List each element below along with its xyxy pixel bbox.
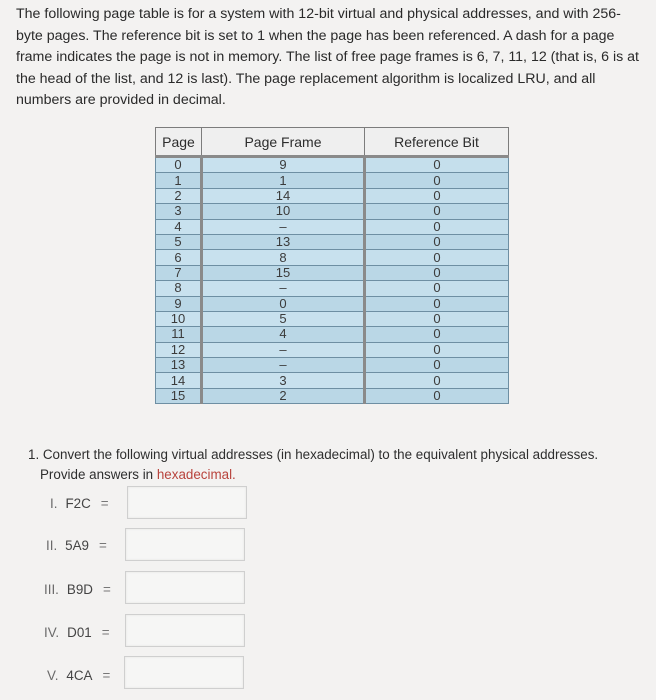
frame-cell: – <box>202 219 365 234</box>
answer-input-2[interactable] <box>125 528 245 561</box>
page-cell: 11 <box>156 327 202 342</box>
page-cell: 2 <box>156 188 202 203</box>
item-number: III. <box>44 582 59 597</box>
reference-bit-cell: 0 <box>365 157 509 173</box>
item-number: V. <box>47 668 59 683</box>
table-row <box>156 157 509 173</box>
item-number: I. <box>50 496 58 511</box>
table-row <box>156 327 509 342</box>
question-instruction <box>40 465 644 485</box>
header-reference-bit: Reference Bit <box>365 128 509 157</box>
frame-cell: 15 <box>202 265 365 280</box>
reference-bit-cell: 0 <box>365 327 509 342</box>
page-table <box>155 127 509 404</box>
virtual-address: D01 <box>67 625 92 640</box>
frame-cell: 14 <box>202 188 365 203</box>
reference-bit-cell: 0 <box>365 219 509 234</box>
question-item-3 <box>44 582 111 597</box>
frame-cell: 4 <box>202 327 365 342</box>
answer-input-5[interactable] <box>124 656 244 689</box>
frame-cell: – <box>202 281 365 296</box>
item-number: II. <box>46 538 58 553</box>
page-cell: 10 <box>156 311 202 326</box>
page-cell: 7 <box>156 265 202 280</box>
reference-bit-cell: 0 <box>365 173 509 188</box>
page-table-grid <box>155 127 509 404</box>
answer-input-4[interactable] <box>125 614 245 647</box>
table-row <box>156 388 509 403</box>
page-cell: 4 <box>156 219 202 234</box>
frame-cell: – <box>202 358 365 373</box>
frame-cell: 0 <box>202 296 365 311</box>
table-row <box>156 311 509 326</box>
frame-cell: 8 <box>202 250 365 265</box>
instruction-text: Provide answers in <box>40 467 157 482</box>
table-row <box>156 219 509 234</box>
table-row <box>156 234 509 249</box>
frame-cell: 9 <box>202 157 365 173</box>
frame-cell: – <box>202 342 365 357</box>
page-cell: 6 <box>156 250 202 265</box>
frame-cell: 3 <box>202 373 365 388</box>
reference-bit-cell: 0 <box>365 265 509 280</box>
reference-bit-cell: 0 <box>365 311 509 326</box>
equals-sign: = <box>102 582 111 597</box>
question-prompt: 1. Convert the following virtual addresses (in hexadecimal) to the equivalent physical addresses. <box>28 447 599 462</box>
reference-bit-cell: 0 <box>365 373 509 388</box>
reference-bit-cell: 0 <box>365 188 509 203</box>
page-cell: 1 <box>156 173 202 188</box>
header-page-frame: Page Frame <box>202 128 365 157</box>
reference-bit-cell: 0 <box>365 204 509 219</box>
answer-input-1[interactable] <box>127 486 247 519</box>
reference-bit-cell: 0 <box>365 296 509 311</box>
table-row <box>156 250 509 265</box>
page-cell: 9 <box>156 296 202 311</box>
item-number: IV. <box>44 625 60 640</box>
reference-bit-cell: 0 <box>365 234 509 249</box>
table-header-row <box>156 128 509 157</box>
page-cell: 12 <box>156 342 202 357</box>
page-cell: 0 <box>156 157 202 173</box>
table-row <box>156 296 509 311</box>
table-row <box>156 173 509 188</box>
frame-cell: 1 <box>202 173 365 188</box>
equals-sign: = <box>102 668 111 683</box>
table-row <box>156 281 509 296</box>
frame-cell: 5 <box>202 311 365 326</box>
reference-bit-cell: 0 <box>365 342 509 357</box>
table-row <box>156 358 509 373</box>
page-cell: 15 <box>156 388 202 403</box>
problem-statement: The following page table is for a system with 12-bit virtual and physical addresses, and with 256-byte pages. The reference bit is set to 1 when the page has been referenced. A dash for a page frame indicates the page is not in memory. The list of free page frames is 6, 7, 11, 12 (that is, 6 is at the head of the list, and 12 is last). The page replacement algorithm is localized LRU, and all numbers are provided in decimal. <box>16 6 639 109</box>
table-row <box>156 204 509 219</box>
question-item-2 <box>46 538 107 553</box>
virtual-address: 4CA <box>66 668 93 683</box>
question-item-5 <box>47 668 110 683</box>
reference-bit-cell: 0 <box>365 358 509 373</box>
frame-cell: 13 <box>202 234 365 249</box>
virtual-address: 5A9 <box>65 538 89 553</box>
reference-bit-cell: 0 <box>365 281 509 296</box>
page-cell: 8 <box>156 281 202 296</box>
instruction-highlight: hexadecimal. <box>156 467 236 482</box>
page-cell: 13 <box>156 358 202 373</box>
equals-sign: = <box>101 625 110 640</box>
answer-input-3[interactable] <box>125 571 245 604</box>
header-page: Page <box>156 128 202 157</box>
virtual-address: B9D <box>66 582 93 597</box>
equals-sign: = <box>99 538 107 553</box>
table-row <box>156 342 509 357</box>
frame-cell: 10 <box>202 204 365 219</box>
equals-sign: = <box>100 496 109 511</box>
page-cell: 14 <box>156 373 202 388</box>
question-item-1 <box>50 496 109 511</box>
table-row <box>156 265 509 280</box>
page-cell: 3 <box>156 204 202 219</box>
question-item-4 <box>44 625 110 640</box>
table-row <box>156 188 509 203</box>
question-1 <box>24 445 644 485</box>
virtual-address: F2C <box>65 496 91 511</box>
frame-cell: 2 <box>202 388 365 403</box>
table-row <box>156 373 509 388</box>
reference-bit-cell: 0 <box>365 250 509 265</box>
reference-bit-cell: 0 <box>365 388 509 403</box>
page-cell: 5 <box>156 234 202 249</box>
